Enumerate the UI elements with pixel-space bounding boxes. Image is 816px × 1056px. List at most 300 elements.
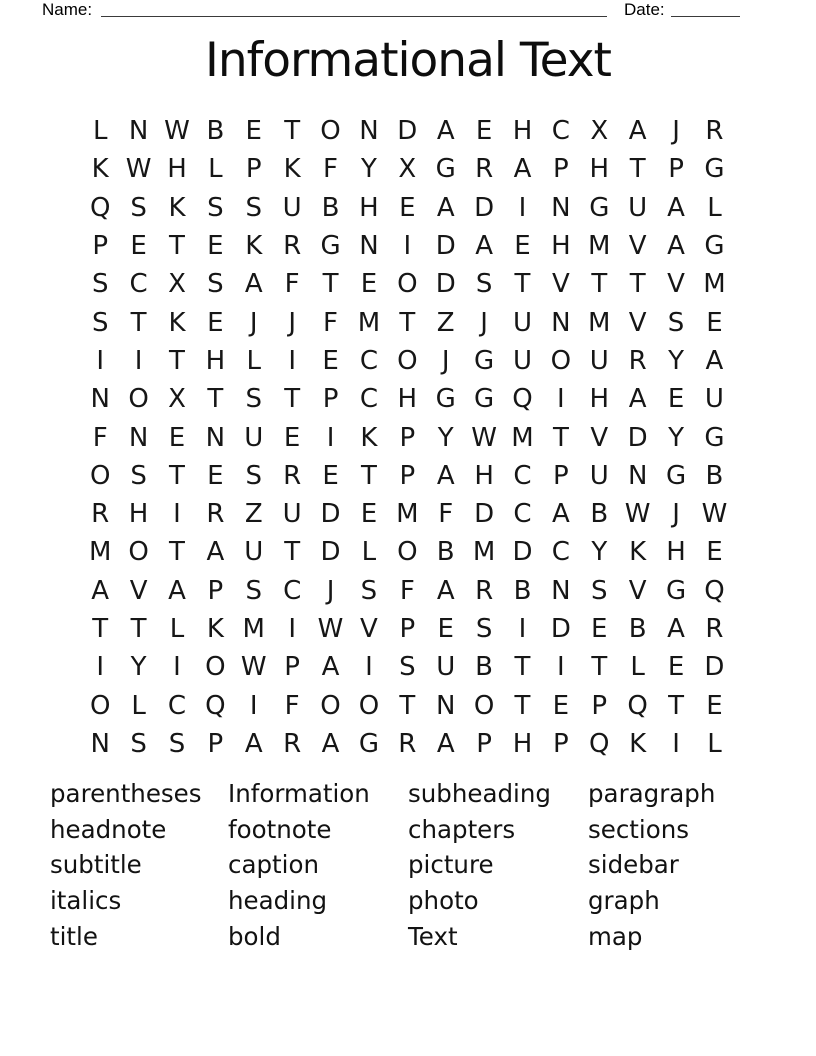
grid-letter: T bbox=[92, 614, 109, 644]
grid-letter: S bbox=[245, 192, 263, 223]
grid-letter: I bbox=[518, 192, 527, 223]
grid-letter: I bbox=[96, 345, 105, 376]
grid-letter: Z bbox=[436, 307, 455, 338]
grid-letter: D bbox=[627, 422, 648, 453]
grid-letter: E bbox=[552, 690, 570, 721]
grid-letter: I bbox=[518, 614, 527, 644]
word-list-item: graph bbox=[588, 886, 660, 916]
grid-letter: I bbox=[557, 652, 565, 683]
grid-letter: G bbox=[589, 192, 610, 223]
grid-letter: Y bbox=[360, 154, 377, 185]
word-list-item: paragraph bbox=[588, 779, 716, 808]
grid-letter: S bbox=[360, 575, 378, 606]
grid-letter: E bbox=[130, 231, 147, 262]
grid-letter: T bbox=[629, 154, 646, 185]
grid-letter: T bbox=[399, 690, 416, 721]
grid-letter: E bbox=[207, 231, 224, 262]
grid-letter: O bbox=[397, 269, 418, 300]
grid-letter: H bbox=[666, 537, 686, 568]
grid-letter: T bbox=[629, 269, 646, 300]
word-list-item: subtitle bbox=[50, 850, 142, 880]
grid-letter: O bbox=[128, 537, 149, 568]
grid-letter: E bbox=[514, 231, 531, 262]
grid-letter: Q bbox=[205, 690, 226, 721]
grid-letter: K bbox=[168, 307, 186, 338]
grid-letter: T bbox=[284, 537, 301, 568]
grid-letter: H bbox=[589, 384, 610, 415]
word-list-item: headnote bbox=[50, 814, 167, 844]
grid-letter: I bbox=[288, 345, 296, 376]
grid-letter: C bbox=[513, 499, 532, 530]
grid-letter: D bbox=[474, 192, 495, 223]
grid-letter: A bbox=[436, 116, 455, 147]
grid-letter: F bbox=[399, 575, 415, 606]
grid-letter: X bbox=[398, 154, 417, 185]
grid-letter: K bbox=[91, 154, 109, 185]
grid-letter: I bbox=[365, 652, 373, 683]
word-list-item: italics bbox=[50, 886, 122, 916]
grid-letter: I bbox=[288, 614, 296, 644]
grid-letter: T bbox=[207, 384, 224, 415]
grid-letter: V bbox=[590, 422, 609, 453]
grid-letter: S bbox=[399, 652, 416, 683]
grid-letter: I bbox=[173, 499, 181, 530]
grid-letter: G bbox=[665, 460, 687, 491]
grid-letter: D bbox=[512, 537, 533, 568]
grid-letter: R bbox=[91, 499, 110, 530]
grid-letter: A bbox=[667, 231, 685, 262]
grid-letter: Y bbox=[130, 652, 147, 683]
grid-letter: X bbox=[590, 116, 609, 147]
date-fill-line bbox=[671, 16, 740, 17]
grid-letter: K bbox=[206, 614, 224, 644]
grid-letter: I bbox=[249, 690, 258, 721]
grid-letter: I bbox=[96, 652, 105, 683]
grid-letter: D bbox=[550, 614, 571, 644]
word-list-item: sections bbox=[588, 814, 690, 844]
grid-letter: H bbox=[551, 231, 571, 262]
grid-letter: E bbox=[322, 460, 339, 491]
grid-letter: M bbox=[703, 269, 726, 300]
grid-letter: U bbox=[282, 192, 302, 223]
grid-letter: F bbox=[323, 154, 339, 185]
word-column bbox=[588, 776, 715, 955]
grid-letter: A bbox=[244, 269, 263, 300]
grid-letter: W bbox=[317, 614, 344, 644]
grid-letter: U bbox=[512, 345, 532, 376]
grid-letter: I bbox=[672, 728, 680, 759]
grid-letter: P bbox=[399, 422, 416, 453]
grid-letter: G bbox=[435, 384, 456, 415]
grid-letter: S bbox=[475, 269, 493, 300]
grid-letter: J bbox=[249, 307, 258, 338]
grid-letter: T bbox=[514, 652, 531, 683]
grid-letter: Y bbox=[668, 422, 684, 453]
grid-letter: A bbox=[91, 575, 110, 606]
grid-letter: A bbox=[551, 499, 570, 530]
grid-letter: D bbox=[435, 269, 456, 300]
grid-letter: V bbox=[667, 269, 685, 300]
grid-letter: S bbox=[91, 269, 109, 300]
grid-letter: C bbox=[359, 384, 378, 415]
grid-letter: S bbox=[91, 307, 109, 338]
grid-letter: L bbox=[92, 116, 108, 147]
grid-letter: L bbox=[169, 614, 185, 644]
grid-letter: R bbox=[283, 460, 302, 491]
grid-letter: O bbox=[550, 345, 572, 376]
grid-letter: U bbox=[512, 307, 532, 338]
grid-letter: E bbox=[322, 345, 339, 376]
word-list-item: heading bbox=[228, 886, 328, 916]
grid-letter: K bbox=[629, 728, 647, 759]
grid-letter: O bbox=[205, 652, 226, 683]
word-list-item: picture bbox=[408, 850, 494, 880]
grid-letter: U bbox=[628, 192, 648, 223]
grid-letter: L bbox=[361, 537, 377, 568]
grid-letter: M bbox=[588, 231, 611, 262]
grid-letter: U bbox=[704, 384, 724, 415]
grid-letter: A bbox=[436, 728, 455, 759]
grid-letter: N bbox=[551, 307, 571, 338]
grid-letter: D bbox=[320, 537, 341, 568]
grid-letter: R bbox=[475, 575, 494, 606]
grid-letter: V bbox=[551, 269, 570, 300]
grid-letter: P bbox=[207, 575, 224, 606]
grid-letter: E bbox=[283, 422, 301, 453]
grid-letter: F bbox=[92, 422, 108, 453]
grid-letter: E bbox=[475, 116, 493, 147]
grid-letter: B bbox=[705, 460, 724, 491]
grid-letter: T bbox=[514, 690, 531, 721]
grid-letter: V bbox=[628, 231, 647, 262]
grid-letter: E bbox=[706, 690, 723, 721]
grid-letter: Q bbox=[704, 575, 725, 606]
grid-letter: M bbox=[588, 307, 611, 338]
grid-letter: Y bbox=[668, 345, 684, 376]
grid-letter: B bbox=[436, 537, 455, 568]
grid-letter: P bbox=[553, 460, 569, 491]
grid-letter: Y bbox=[437, 422, 454, 453]
grid-letter: Y bbox=[591, 537, 608, 568]
grid-letter: S bbox=[207, 192, 224, 223]
grid-letter: N bbox=[90, 384, 110, 415]
grid-letter: O bbox=[128, 384, 149, 415]
word-list-item: chapters bbox=[408, 814, 516, 844]
grid-letter: N bbox=[128, 116, 149, 147]
grid-letter: D bbox=[320, 499, 341, 530]
grid-letter: O bbox=[89, 460, 111, 491]
grid-letter: V bbox=[129, 575, 148, 606]
grid-letter: J bbox=[480, 307, 488, 338]
word-column bbox=[408, 776, 551, 955]
grid-letter: S bbox=[475, 614, 493, 644]
grid-letter: H bbox=[397, 384, 418, 415]
grid-letter: C bbox=[167, 690, 187, 721]
grid-letter: G bbox=[435, 154, 456, 185]
grid-letter: J bbox=[288, 307, 296, 338]
grid-letter: H bbox=[474, 460, 494, 491]
grid-letter: C bbox=[551, 537, 570, 568]
grid-letter: F bbox=[284, 269, 300, 300]
grid-letter: R bbox=[283, 728, 302, 759]
name-label: Name: bbox=[42, 0, 93, 19]
grid-letter: K bbox=[168, 192, 186, 223]
grid-letter: J bbox=[326, 575, 335, 606]
grid-letter: O bbox=[397, 537, 418, 568]
grid-letter: K bbox=[360, 422, 378, 453]
grid-letter: A bbox=[244, 728, 263, 759]
grid-letter: R bbox=[206, 499, 225, 530]
grid-letter: A bbox=[705, 345, 724, 376]
grid-letter: V bbox=[360, 614, 378, 644]
grid-letter: T bbox=[668, 690, 684, 721]
grid-letter: T bbox=[284, 384, 301, 415]
word-list-item: Information bbox=[228, 779, 370, 808]
letter-grid bbox=[81, 112, 734, 763]
grid-letter: S bbox=[168, 728, 186, 759]
grid-letter: H bbox=[167, 154, 187, 185]
grid-letter: G bbox=[665, 575, 687, 606]
grid-letter: U bbox=[589, 345, 609, 376]
grid-letter: H bbox=[589, 154, 610, 185]
grid-letter: H bbox=[205, 345, 226, 376]
grid-letter: B bbox=[321, 192, 340, 223]
grid-letter: A bbox=[628, 384, 647, 415]
word-list-item: title bbox=[50, 921, 98, 951]
grid-letter: S bbox=[130, 728, 147, 759]
grid-letter: S bbox=[245, 575, 263, 606]
grid-letter: U bbox=[282, 499, 302, 530]
grid-letter: H bbox=[128, 499, 149, 530]
grid-letter: R bbox=[705, 116, 724, 147]
grid-letter: A bbox=[667, 192, 685, 223]
grid-letter: N bbox=[359, 116, 379, 147]
grid-letter: E bbox=[245, 116, 262, 147]
grid-letter: T bbox=[169, 345, 185, 376]
grid-letter: T bbox=[322, 269, 339, 300]
grid-letter: T bbox=[169, 460, 185, 491]
grid-letter: N bbox=[551, 575, 571, 606]
grid-letter: R bbox=[283, 231, 302, 262]
grid-letter: C bbox=[129, 269, 148, 300]
page-title: Informational Text bbox=[205, 33, 611, 88]
grid-letter: O bbox=[320, 690, 341, 721]
grid-letter: E bbox=[706, 537, 723, 568]
grid-letter: H bbox=[512, 728, 533, 759]
grid-letter: U bbox=[244, 537, 264, 568]
grid-letter: A bbox=[667, 614, 685, 644]
grid-letter: M bbox=[357, 307, 381, 338]
word-list-item: bold bbox=[228, 921, 281, 951]
grid-letter: W bbox=[624, 499, 651, 530]
grid-letter: C bbox=[513, 460, 532, 491]
grid-letter: A bbox=[513, 154, 532, 185]
grid-letter: M bbox=[472, 537, 496, 568]
grid-letter: T bbox=[130, 614, 147, 644]
grid-letter: T bbox=[399, 307, 416, 338]
grid-letter: D bbox=[704, 652, 725, 683]
word-list-item: sidebar bbox=[588, 850, 679, 880]
grid-letter: E bbox=[706, 307, 723, 338]
date-label: Date: bbox=[624, 0, 665, 19]
word-list-item: subheading bbox=[408, 779, 551, 808]
word-list-item: map bbox=[588, 921, 643, 951]
grid-letter: H bbox=[359, 192, 379, 223]
grid-letter: D bbox=[397, 116, 418, 147]
grid-letter: P bbox=[92, 231, 109, 262]
grid-letter: E bbox=[667, 384, 685, 415]
grid-letter: P bbox=[207, 728, 224, 759]
grid-letter: S bbox=[667, 307, 685, 338]
grid-letter: P bbox=[476, 728, 492, 759]
grid-letter: G bbox=[474, 384, 495, 415]
grid-letter: O bbox=[473, 690, 495, 721]
grid-letter: S bbox=[245, 384, 263, 415]
grid-letter: B bbox=[628, 614, 647, 644]
grid-letter: A bbox=[206, 537, 225, 568]
grid-letter: E bbox=[207, 307, 224, 338]
grid-letter: O bbox=[397, 345, 418, 376]
grid-letter: R bbox=[705, 614, 724, 644]
grid-letter: E bbox=[360, 499, 378, 530]
grid-letter: G bbox=[704, 154, 725, 185]
grid-letter: A bbox=[321, 728, 340, 759]
grid-letter: I bbox=[557, 384, 565, 415]
grid-letter: E bbox=[207, 460, 224, 491]
grid-letter: L bbox=[707, 728, 722, 759]
grid-letter: B bbox=[590, 499, 609, 530]
grid-letter: N bbox=[128, 422, 149, 453]
grid-letter: P bbox=[553, 728, 569, 759]
grid-letter: I bbox=[134, 345, 143, 376]
grid-letter: B bbox=[513, 575, 532, 606]
grid-letter: T bbox=[514, 269, 531, 300]
grid-letter: J bbox=[672, 116, 680, 147]
grid-letter: B bbox=[475, 652, 494, 683]
grid-letter: U bbox=[436, 652, 456, 683]
grid-letter: A bbox=[436, 575, 455, 606]
grid-letter: R bbox=[398, 728, 417, 759]
grid-letter: F bbox=[323, 307, 339, 338]
grid-letter: H bbox=[512, 116, 533, 147]
grid-letter: T bbox=[591, 269, 608, 300]
grid-letter: P bbox=[322, 384, 339, 415]
word-list-item: photo bbox=[408, 886, 479, 916]
grid-letter: L bbox=[630, 652, 645, 683]
grid-letter: G bbox=[358, 728, 379, 759]
grid-letter: T bbox=[169, 231, 185, 262]
grid-letter: J bbox=[672, 499, 680, 530]
grid-letter: M bbox=[242, 614, 265, 644]
grid-letter: W bbox=[164, 116, 190, 147]
grid-letter: T bbox=[591, 652, 608, 683]
grid-letter: K bbox=[629, 537, 647, 568]
grid-letter: Q bbox=[589, 728, 610, 759]
grid-letter: O bbox=[320, 116, 341, 147]
grid-letter: I bbox=[173, 652, 181, 683]
grid-letter: L bbox=[208, 154, 223, 185]
word-list-item: footnote bbox=[228, 814, 332, 844]
grid-letter: M bbox=[396, 499, 419, 530]
grid-letter: D bbox=[435, 231, 456, 262]
grid-letter: E bbox=[667, 652, 685, 683]
grid-letter: O bbox=[89, 690, 111, 721]
grid-letter: T bbox=[169, 537, 185, 568]
grid-letter: P bbox=[284, 652, 300, 683]
word-column bbox=[228, 776, 370, 955]
grid-letter: S bbox=[207, 269, 224, 300]
grid-letter: A bbox=[321, 652, 340, 683]
grid-letter: G bbox=[704, 422, 725, 453]
grid-letter: A bbox=[628, 116, 647, 147]
grid-letter: R bbox=[628, 345, 647, 376]
grid-letter: Q bbox=[512, 384, 533, 415]
grid-letter: X bbox=[168, 269, 186, 300]
grid-letter: B bbox=[206, 116, 225, 147]
name-fill-line bbox=[101, 16, 607, 17]
grid-letter: J bbox=[441, 345, 450, 376]
grid-letter: X bbox=[168, 384, 186, 415]
grid-letter: I bbox=[403, 231, 412, 262]
grid-letter: W bbox=[471, 422, 497, 453]
grid-letter: G bbox=[704, 231, 725, 262]
grid-letter: V bbox=[628, 575, 647, 606]
grid-letter: T bbox=[284, 116, 301, 147]
grid-letter: K bbox=[245, 231, 263, 262]
grid-letter: P bbox=[399, 460, 416, 491]
grid-letter: F bbox=[438, 499, 454, 530]
grid-letter: N bbox=[551, 192, 571, 223]
grid-letter: G bbox=[474, 345, 495, 376]
grid-letter: P bbox=[399, 614, 416, 644]
grid-letter: M bbox=[88, 537, 112, 568]
grid-letter: F bbox=[284, 690, 300, 721]
grid-letter: E bbox=[168, 422, 186, 453]
grid-letter: Z bbox=[244, 499, 263, 530]
grid-letter: K bbox=[283, 154, 301, 185]
grid-letter: N bbox=[205, 422, 226, 453]
grid-letter: P bbox=[245, 154, 262, 185]
grid-letter: Q bbox=[627, 690, 648, 721]
grid-letter: V bbox=[628, 307, 647, 338]
grid-letter: L bbox=[246, 345, 261, 376]
word-column bbox=[50, 776, 202, 955]
grid-letter: D bbox=[474, 499, 495, 530]
grid-letter: Q bbox=[89, 192, 111, 223]
grid-letter: W bbox=[240, 652, 267, 683]
grid-letter: N bbox=[435, 690, 456, 721]
grid-letter: A bbox=[436, 192, 455, 223]
grid-letter: A bbox=[168, 575, 186, 606]
grid-letter: S bbox=[245, 460, 263, 491]
grid-letter: A bbox=[436, 460, 455, 491]
grid-letter: U bbox=[589, 460, 609, 491]
grid-letter: A bbox=[475, 231, 493, 262]
grid-letter: E bbox=[591, 614, 608, 644]
grid-letter: G bbox=[320, 231, 341, 262]
grid-letter: T bbox=[552, 422, 569, 453]
grid-letter: E bbox=[399, 192, 416, 223]
grid-letter: W bbox=[125, 154, 152, 185]
grid-letter: E bbox=[437, 614, 454, 644]
grid-letter: R bbox=[475, 154, 494, 185]
grid-letter: M bbox=[511, 422, 534, 453]
grid-letter: L bbox=[131, 690, 146, 721]
word-list-item: parentheses bbox=[50, 779, 202, 808]
grid-letter: O bbox=[358, 690, 380, 721]
word-list-item: caption bbox=[228, 850, 319, 880]
grid-letter: P bbox=[591, 690, 608, 721]
